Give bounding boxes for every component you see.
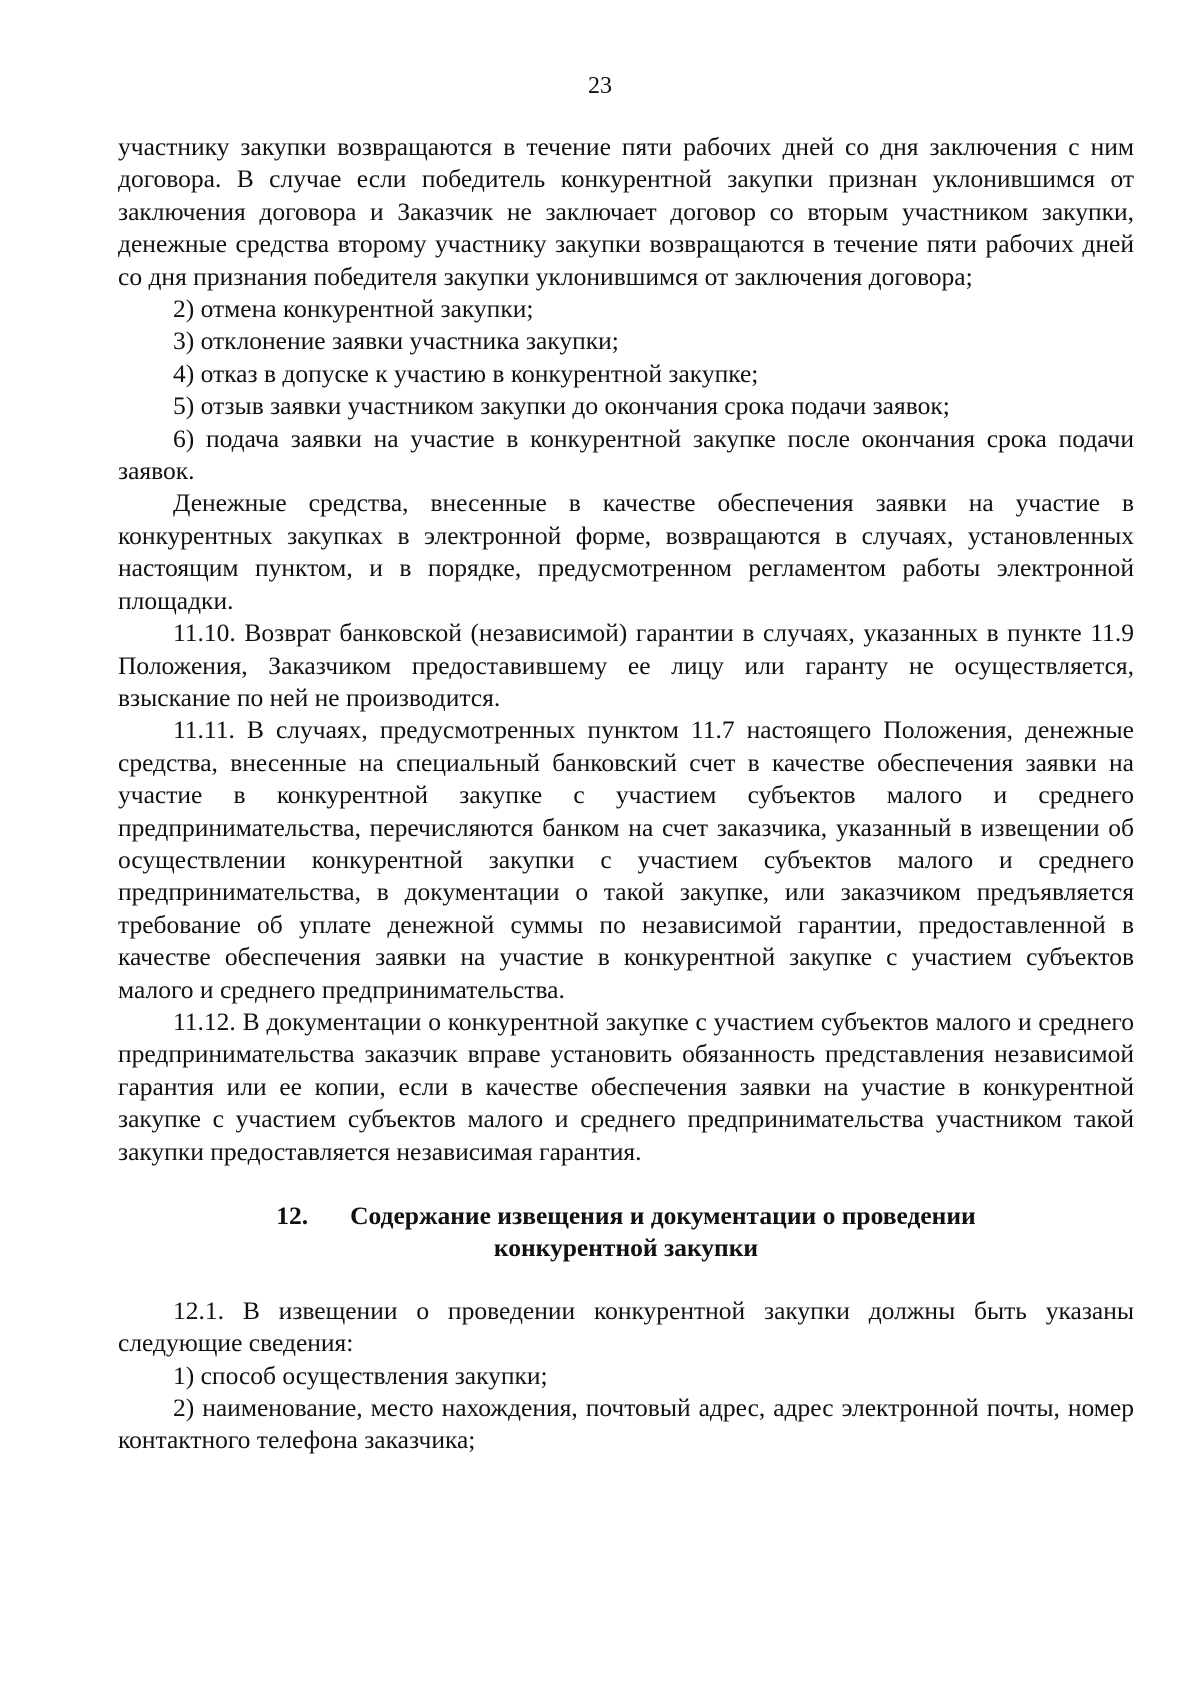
section-title-line1: Содержание извещения и документации о проведении xyxy=(350,1201,976,1230)
clause-11-10: 11.10. Возврат банковской (независимой) гарантии в случаях, указанных в пункте 11.9 Положения, Заказчиком предоставившему ее лицу или гаранту не осуществляется, взыскание по ней не производится. xyxy=(118,618,1134,712)
list-item: 2) наименование, место нахождения, почтовый адрес, адрес электронной почты, номер контактного телефона заказчика; xyxy=(118,1393,1134,1455)
list-item: 1) способ осуществления закупки; xyxy=(173,1360,548,1390)
clause-12-1: 12.1. В извещении о проведении конкурентной закупки должны быть указаны следующие сведения: xyxy=(118,1295,1134,1358)
list-item: 2) отмена конкурентной закупки; xyxy=(173,294,534,324)
document-body xyxy=(118,131,1134,1457)
page-number: 23 xyxy=(588,73,612,99)
list-item: 6) подача заявки на участие в конкурентной закупке после окончания срока подачи заявок. xyxy=(118,423,1134,486)
clause-11-12: 11.12. В документации о конкурентной закупке с участием субъектов малого и среднего предпринимательства заказчик вправе установить обязанность представления независимой гарантия или ее копии, если в качестве обеспечения заявки на участие в конкурентной закупке с участием субъектов малого и среднего предпринимательства участником такой закупки предоставляется независимая гарантия. xyxy=(118,1006,1134,1166)
list-item: 4) отказ в допуске к участию в конкурентной закупке; xyxy=(173,358,759,388)
paragraph-continuation: участнику закупки возвращаются в течение пяти рабочих дней со дня заключения с ним договора. В случае если победитель конкурентной закупки признан уклонившимся от заключения договора и Заказчик не заключает договор со вторым участником закупки, денежные средства второму участнику закупки возвращаются в течение пяти рабочих дней со дня признания победителя закупки уклонившимся от заключения договора; xyxy=(118,132,1134,291)
section-title-line2: конкурентной закупки xyxy=(493,1233,759,1263)
section-number: 12. xyxy=(276,1201,309,1230)
paragraph: Денежные средства, внесенные в качестве обеспечения заявки на участие в конкурентных закупках в электронной форме, возвращаются в случаях, установленных настоящим пунктом, и в порядке, предусмотренном регламентом работы электронной площадки. xyxy=(118,488,1134,615)
list-item: 5) отзыв заявки участником закупки до окончания срока подачи заявок; xyxy=(173,391,950,421)
section-heading xyxy=(118,1200,1134,1265)
section-heading-line1 xyxy=(118,1200,1134,1232)
clause-11-11: 11.11. В случаях, предусмотренных пунктом 11.7 настоящего Положения, денежные средства, внесенные на специальный банковский счет в качестве обеспечения заявки на участие в конкурентной закупке с участием субъектов малого и среднего предпринимательства, перечисляются банком на счет заказчика, указанный в извещении об осуществлении конкурентной закупки с участием субъектов малого и среднего предпринимательства, в документации о такой закупке, или заказчиком предъявляется требование об уплате денежной суммы по независимой гарантии, предоставленной в качестве обеспечения заявки на участие в конкурентной закупке с участием субъектов малого и среднего предпринимательства. xyxy=(118,715,1134,1004)
list-item: 3) отклонение заявки участника закупки; xyxy=(173,326,619,356)
